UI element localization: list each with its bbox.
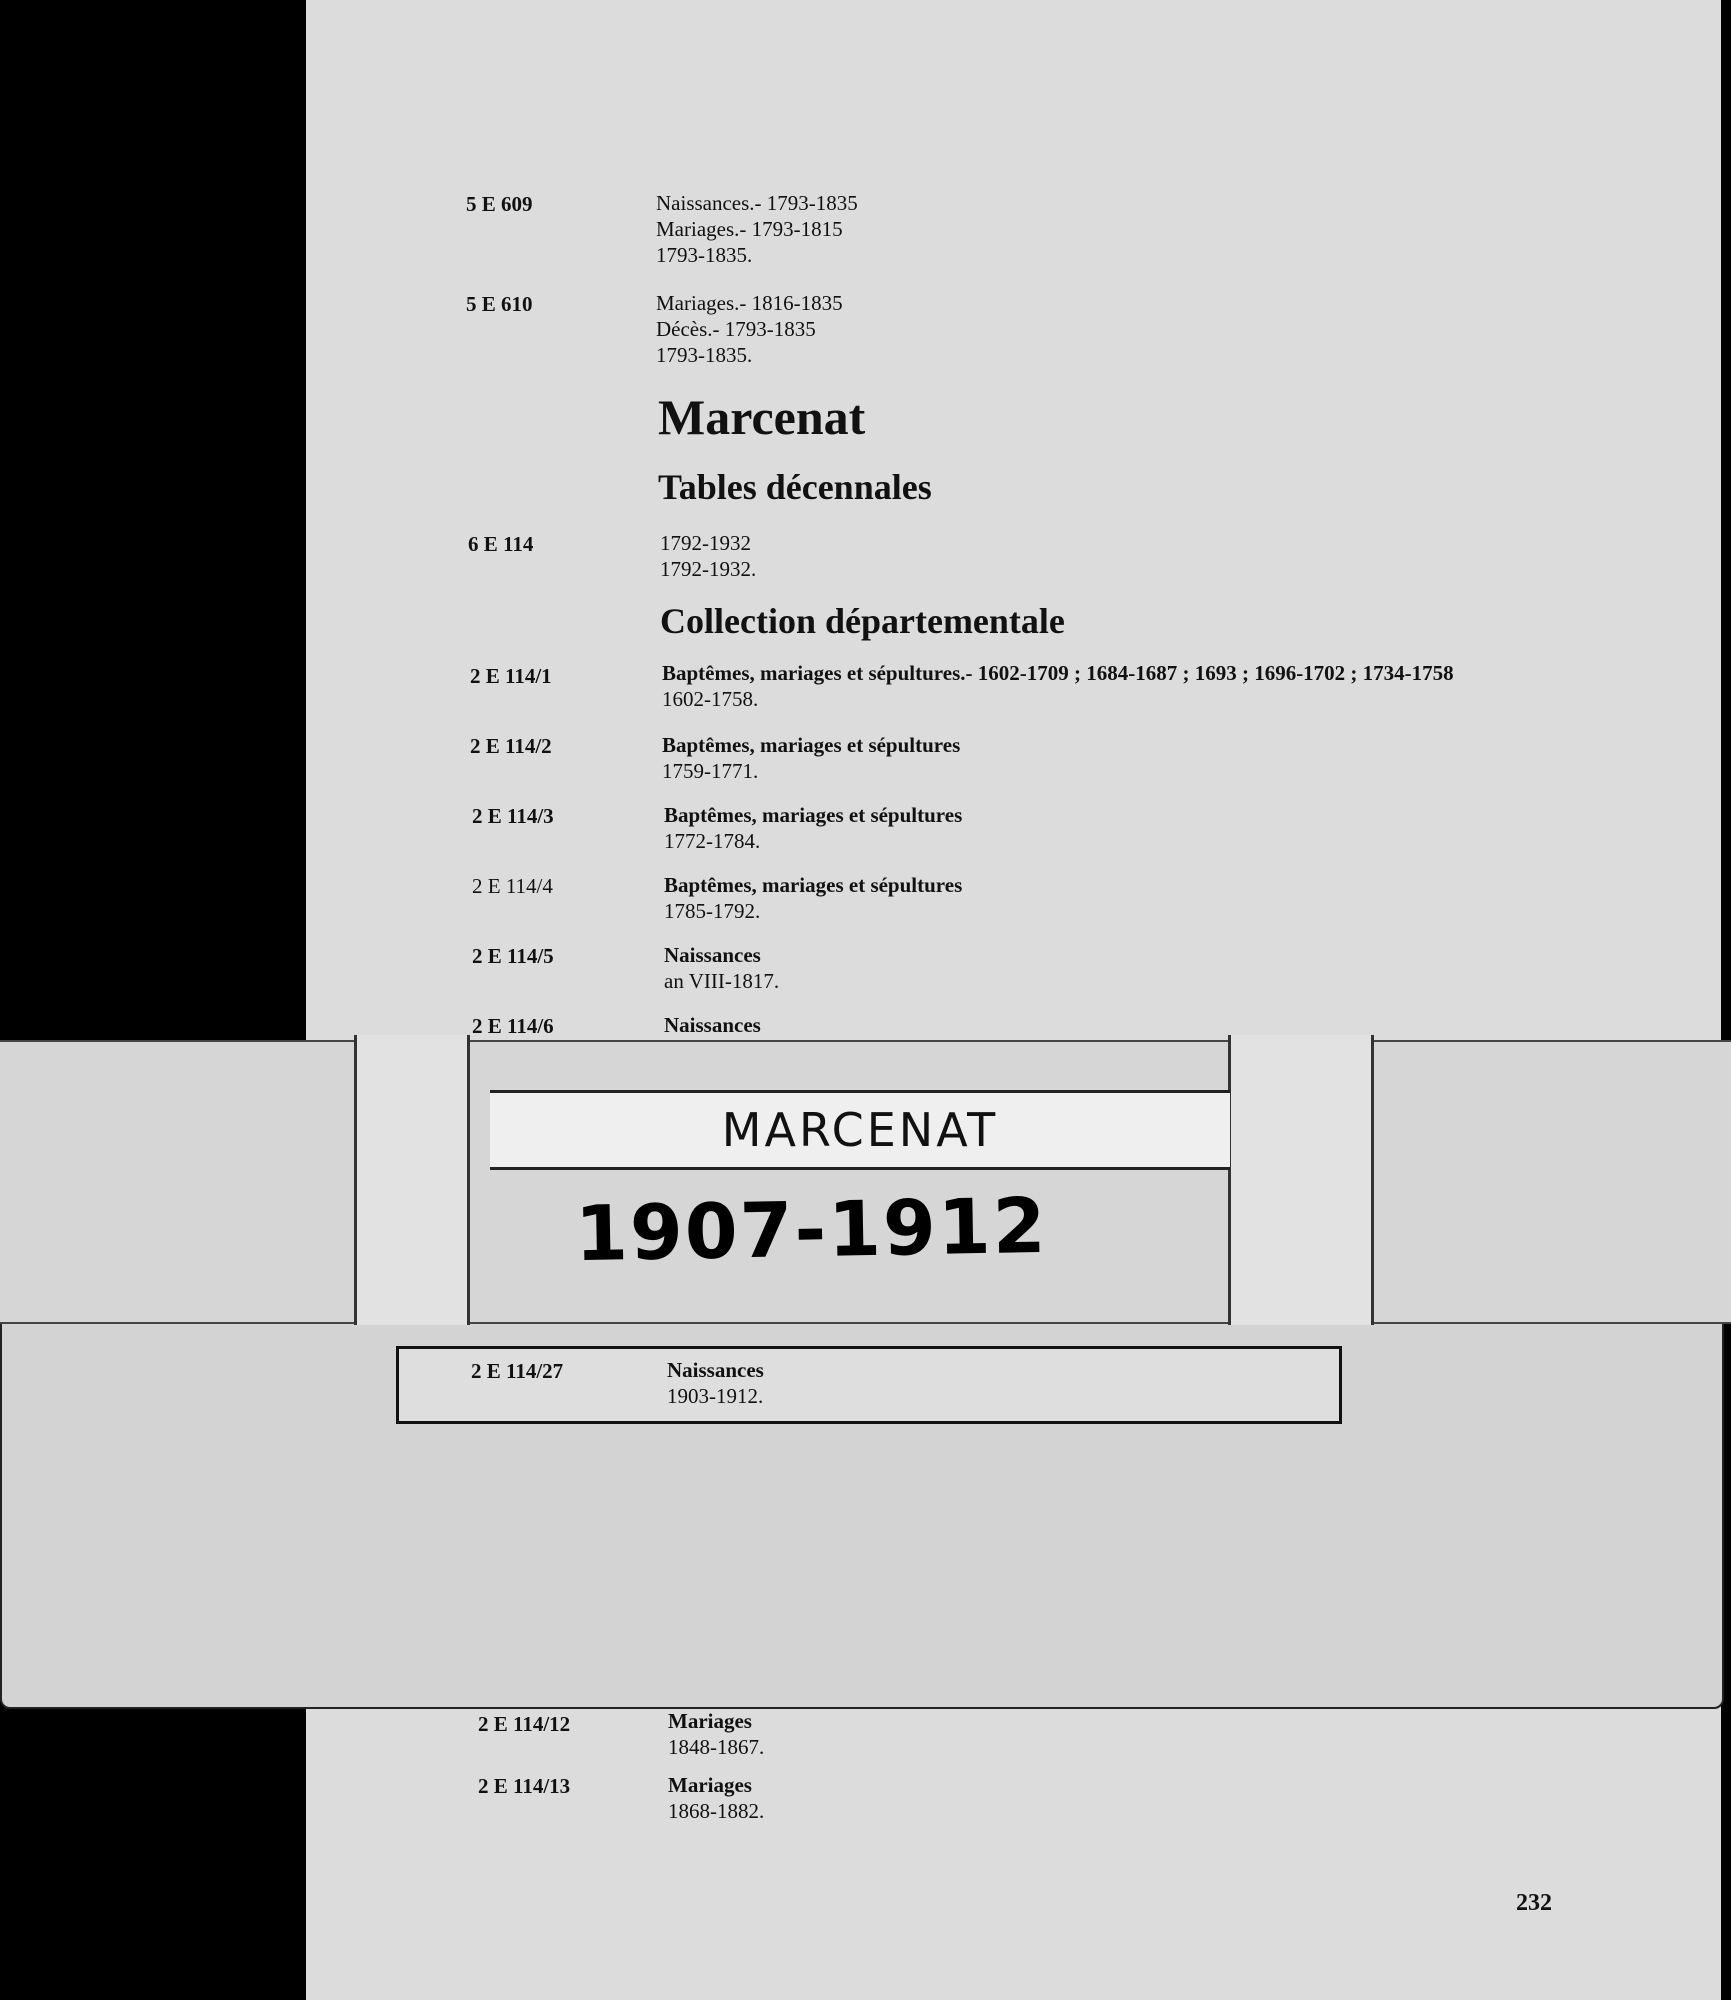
entry-text: 1792-1932 1792-1932.	[660, 531, 757, 581]
entry-text: Baptêmes, mariages et sépultures 1785-1792.	[664, 873, 963, 923]
entry-text: Naissances	[664, 1013, 761, 1037]
entry-code: 2 E 114/13	[478, 1774, 571, 1798]
page-number: 232	[1516, 1890, 1552, 1916]
entry-code: 2 E 114/6	[472, 1014, 554, 1038]
entry-text: Mariages.- 1816-1835 Décès.- 1793-1835 1793-1835.	[656, 291, 843, 367]
entry-code: 6 E 114	[468, 532, 534, 556]
entry-code: 5 E 609	[466, 192, 533, 216]
entry-text: Mariages 1868-1882.	[668, 1773, 765, 1823]
entry-code: 2 E 114/3	[472, 804, 554, 828]
entry-text: Baptêmes, mariages et sépultures 1772-1784.	[664, 803, 963, 853]
strap-right	[1228, 1035, 1374, 1325]
entry-code: 2 E 114/4	[472, 874, 553, 898]
section-heading-collection: Collection départementale	[660, 601, 1065, 641]
strap-left	[354, 1035, 470, 1325]
label-band	[0, 1040, 1731, 1324]
boxed-entry	[396, 1346, 1342, 1424]
label-commune-name: MARCENAT	[721, 1103, 999, 1157]
entry-text: Naissances 1903-1912.	[667, 1358, 764, 1408]
entry-text: Mariages 1848-1867.	[668, 1709, 765, 1759]
entry-text: Baptêmes, mariages et sépultures 1759-1771.	[662, 733, 961, 783]
commune-title: Marcenat	[658, 389, 866, 445]
entry-code: 2 E 114/1	[470, 664, 552, 688]
entry-text: Baptêmes, mariages et sépultures.- 1602-1709 ; 1684-1687 ; 1693 ; 1696-1702 ; 1734-1758 1602-1758.	[662, 661, 1454, 711]
entry-text: Naissances an VIII-1817.	[664, 943, 780, 993]
entry-code: 5 E 610	[466, 292, 533, 316]
entry-code: 2 E 114/27	[471, 1359, 564, 1383]
entry-code: 2 E 114/5	[472, 944, 554, 968]
entry-text: Naissances.- 1793-1835 Mariages.- 1793-1815 1793-1835.	[656, 191, 858, 267]
label-strip	[490, 1090, 1230, 1170]
entry-code: 2 E 114/2	[470, 734, 552, 758]
section-heading-tables: Tables décennales	[658, 467, 932, 507]
label-years: 1907-1912	[574, 1180, 1049, 1279]
entry-code: 2 E 114/12	[478, 1712, 571, 1736]
